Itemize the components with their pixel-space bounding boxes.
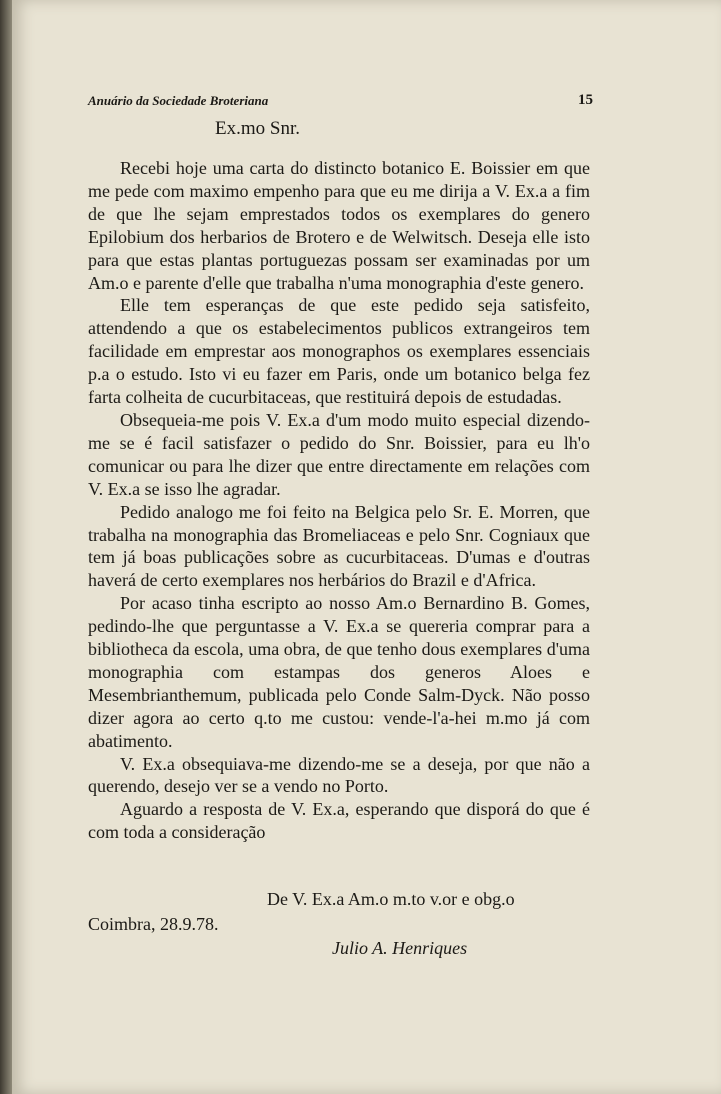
salutation: Ex.mo Snr. — [215, 118, 300, 139]
paragraph: Pedido analogo me foi feito na Belgica pelo Sr. E. Morren, que trabalha na monographia das Bromeliaceas e pelo Snr. Cogniaux que tem já boas publicações sobre as cucurbitaceas. D'umas e d'outras haverá de certo exemplares nos herbários do Brazil e d'Africa. — [88, 501, 590, 591]
paragraph: Aguardo a resposta de V. Ex.a, esperando que disporá do que é com toda a consideração — [88, 799, 590, 843]
letter-body — [88, 157, 590, 844]
signature: Julio A. Henriques — [332, 938, 468, 958]
closing-formula: De V. Ex.a Am.o m.to v.or e obg.o — [267, 889, 515, 909]
running-header — [88, 93, 593, 109]
paragraph: Recebi hoje uma carta do distincto botanico E. Boissier em que me pede com maximo empenho para que eu me dirija a V. Ex.a a fim de que lhe sejam emprestados todos os exemplares do genero Epilobium dos herbarios de Brotero e de Welwitsch. Deseja elle isto para que estas plantas portuguezas possam ser examinadas por um Am.o e parente d'elle que trabalha n'uma monographia d'este genero. — [88, 158, 590, 293]
page-edge-shadow — [0, 0, 12, 1094]
paragraph: Elle tem esperanças de que este pedido seja satisfeito, attendendo a que os estabelecimentos publicos extrangeiros tem facilidade em emprestar aos monographos os exemplares essenciais p.a o estudo. Isto vi eu fazer em Paris, onde um botanico belga fez farta colheita de cucurbitaceas, que restituirá depois de estudadas. — [88, 295, 590, 408]
paragraph: Obsequeia-me pois V. Ex.a d'um modo muito especial dizendo-me se é facil satisfazer o pedido do Snr. Boissier, para eu lh'o comunicar ou para lhe dizer que entre directamente em relações com V. Ex.a se isso lhe agradar. — [88, 409, 590, 499]
page-number: 15 — [578, 92, 593, 108]
place-and-date: Coimbra, 28.9.78. — [88, 914, 219, 934]
paragraph: Por acaso tinha escripto ao nosso Am.o Bernardino B. Gomes, pedindo-lhe que perguntasse a V. Ex.a se quereria comprar para a bibliotheca da escola, uma obra, de que tenho dous exemplares d'uma monographia com estampas dos generos Aloes e Mesembrianthemum, publicada pelo Conde Salm-Dyck. Não posso dizer agora ao certo q.to me custou: vende-l'a-hei m.mo já com abatimento. — [88, 593, 590, 751]
paragraph: V. Ex.a obsequiava-me dizendo-me se a deseja, por que não a querendo, desejo ver se a vendo no Porto. — [88, 753, 590, 797]
journal-title: Anuário da Sociedade Broteriana — [88, 93, 269, 108]
